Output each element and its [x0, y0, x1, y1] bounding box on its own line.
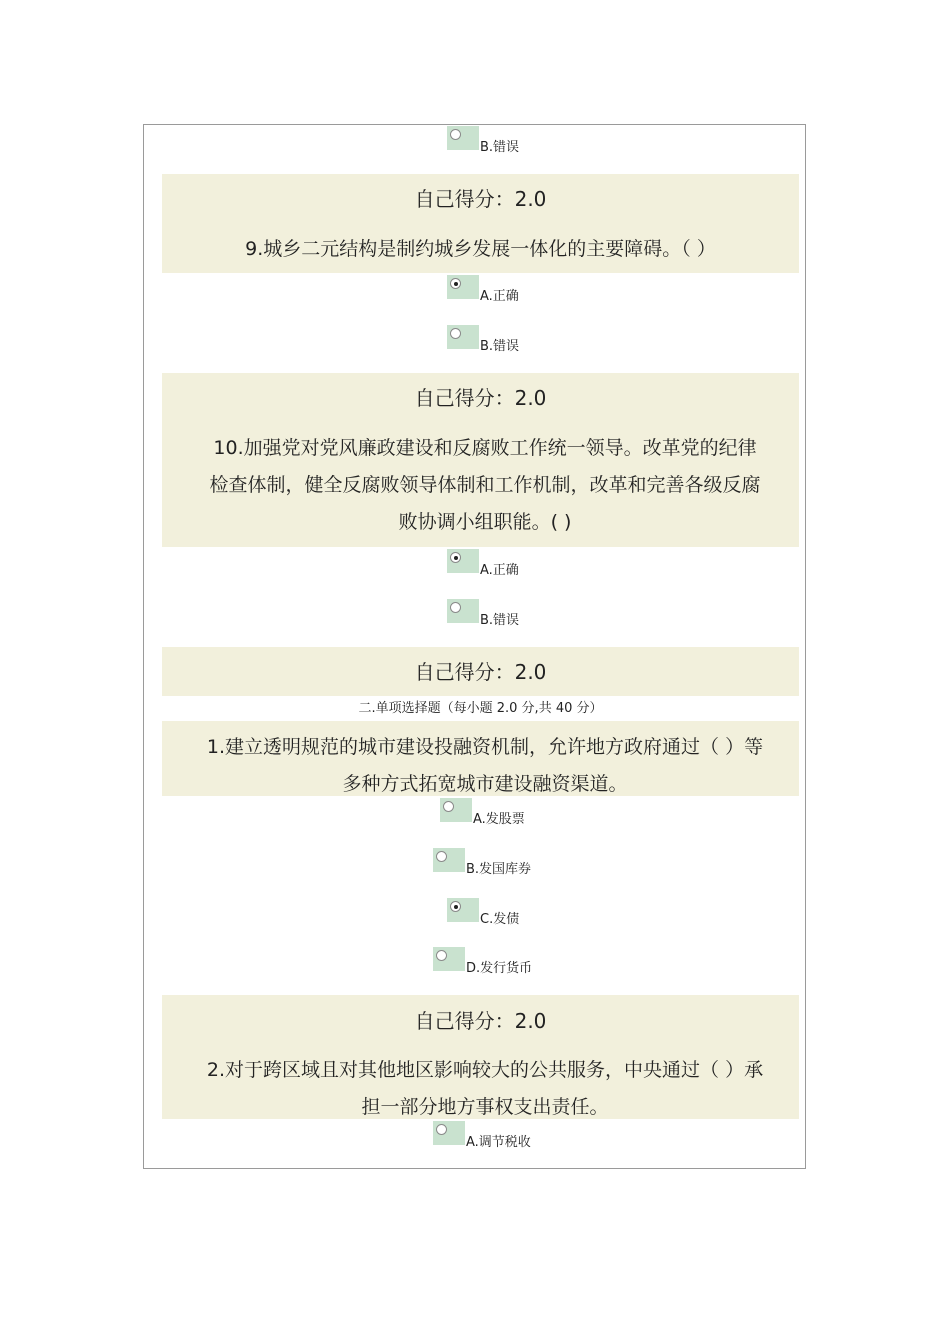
radio-checked-icon[interactable] — [450, 552, 461, 563]
section-heading: 二.单项选择题（每小题 2.0 分,共 40 分） — [358, 701, 603, 716]
score-text: 自己得分：2.0 — [414, 660, 547, 684]
radio-unchecked-icon[interactable] — [450, 602, 461, 613]
radio-unchecked-icon[interactable] — [443, 801, 454, 812]
score-text: 自己得分：2.0 — [414, 187, 547, 211]
option-label: A.正确 — [480, 563, 519, 578]
option-label: A.调节税收 — [466, 1135, 531, 1150]
option-label: C.发债 — [480, 912, 520, 927]
option-label: B.发国库券 — [466, 862, 532, 877]
option-label: B.错误 — [480, 339, 520, 354]
option-label: B.错误 — [480, 140, 520, 155]
radio-unchecked-icon[interactable] — [436, 950, 447, 961]
radio-checked-icon[interactable] — [450, 901, 461, 912]
score-text: 自己得分：2.0 — [414, 386, 547, 410]
option-label: A.正确 — [480, 289, 519, 304]
radio-unchecked-icon[interactable] — [436, 1124, 447, 1135]
radio-unchecked-icon[interactable] — [436, 851, 447, 862]
question-q10-line3: 败协调小组职能。( ) — [398, 511, 572, 533]
option-label: D.发行货币 — [466, 961, 533, 976]
question-q10-line2: 检查体制，健全反腐败领导体制和工作机制，改革和完善各级反腐 — [209, 474, 761, 496]
option-label: B.错误 — [480, 613, 520, 628]
score-text: 自己得分：2.0 — [414, 1009, 547, 1033]
radio-unchecked-icon[interactable] — [450, 328, 461, 339]
question-q9: 9.城乡二元结构是制约城乡发展一体化的主要障碍。（ ） — [245, 238, 716, 260]
radio-unchecked-icon[interactable] — [450, 129, 461, 140]
question-s2-line2: 担一部分地方事权支出责任。 — [361, 1096, 609, 1118]
option-label: A.发股票 — [473, 812, 525, 827]
question-s2-line1: 2.对于跨区域且对其他地区影响较大的公共服务，中央通过（ ）承 — [206, 1059, 764, 1081]
question-q10-line1: 10.加强党对党风廉政建设和反腐败工作统一领导。改革党的纪律 — [213, 437, 757, 459]
radio-checked-icon[interactable] — [450, 278, 461, 289]
question-s1-line2: 多种方式拓宽城市建设融资渠道。 — [342, 773, 628, 795]
question-s1-line1: 1.建立透明规范的城市建设投融资机制，允许地方政府通过（ ）等 — [206, 736, 764, 758]
